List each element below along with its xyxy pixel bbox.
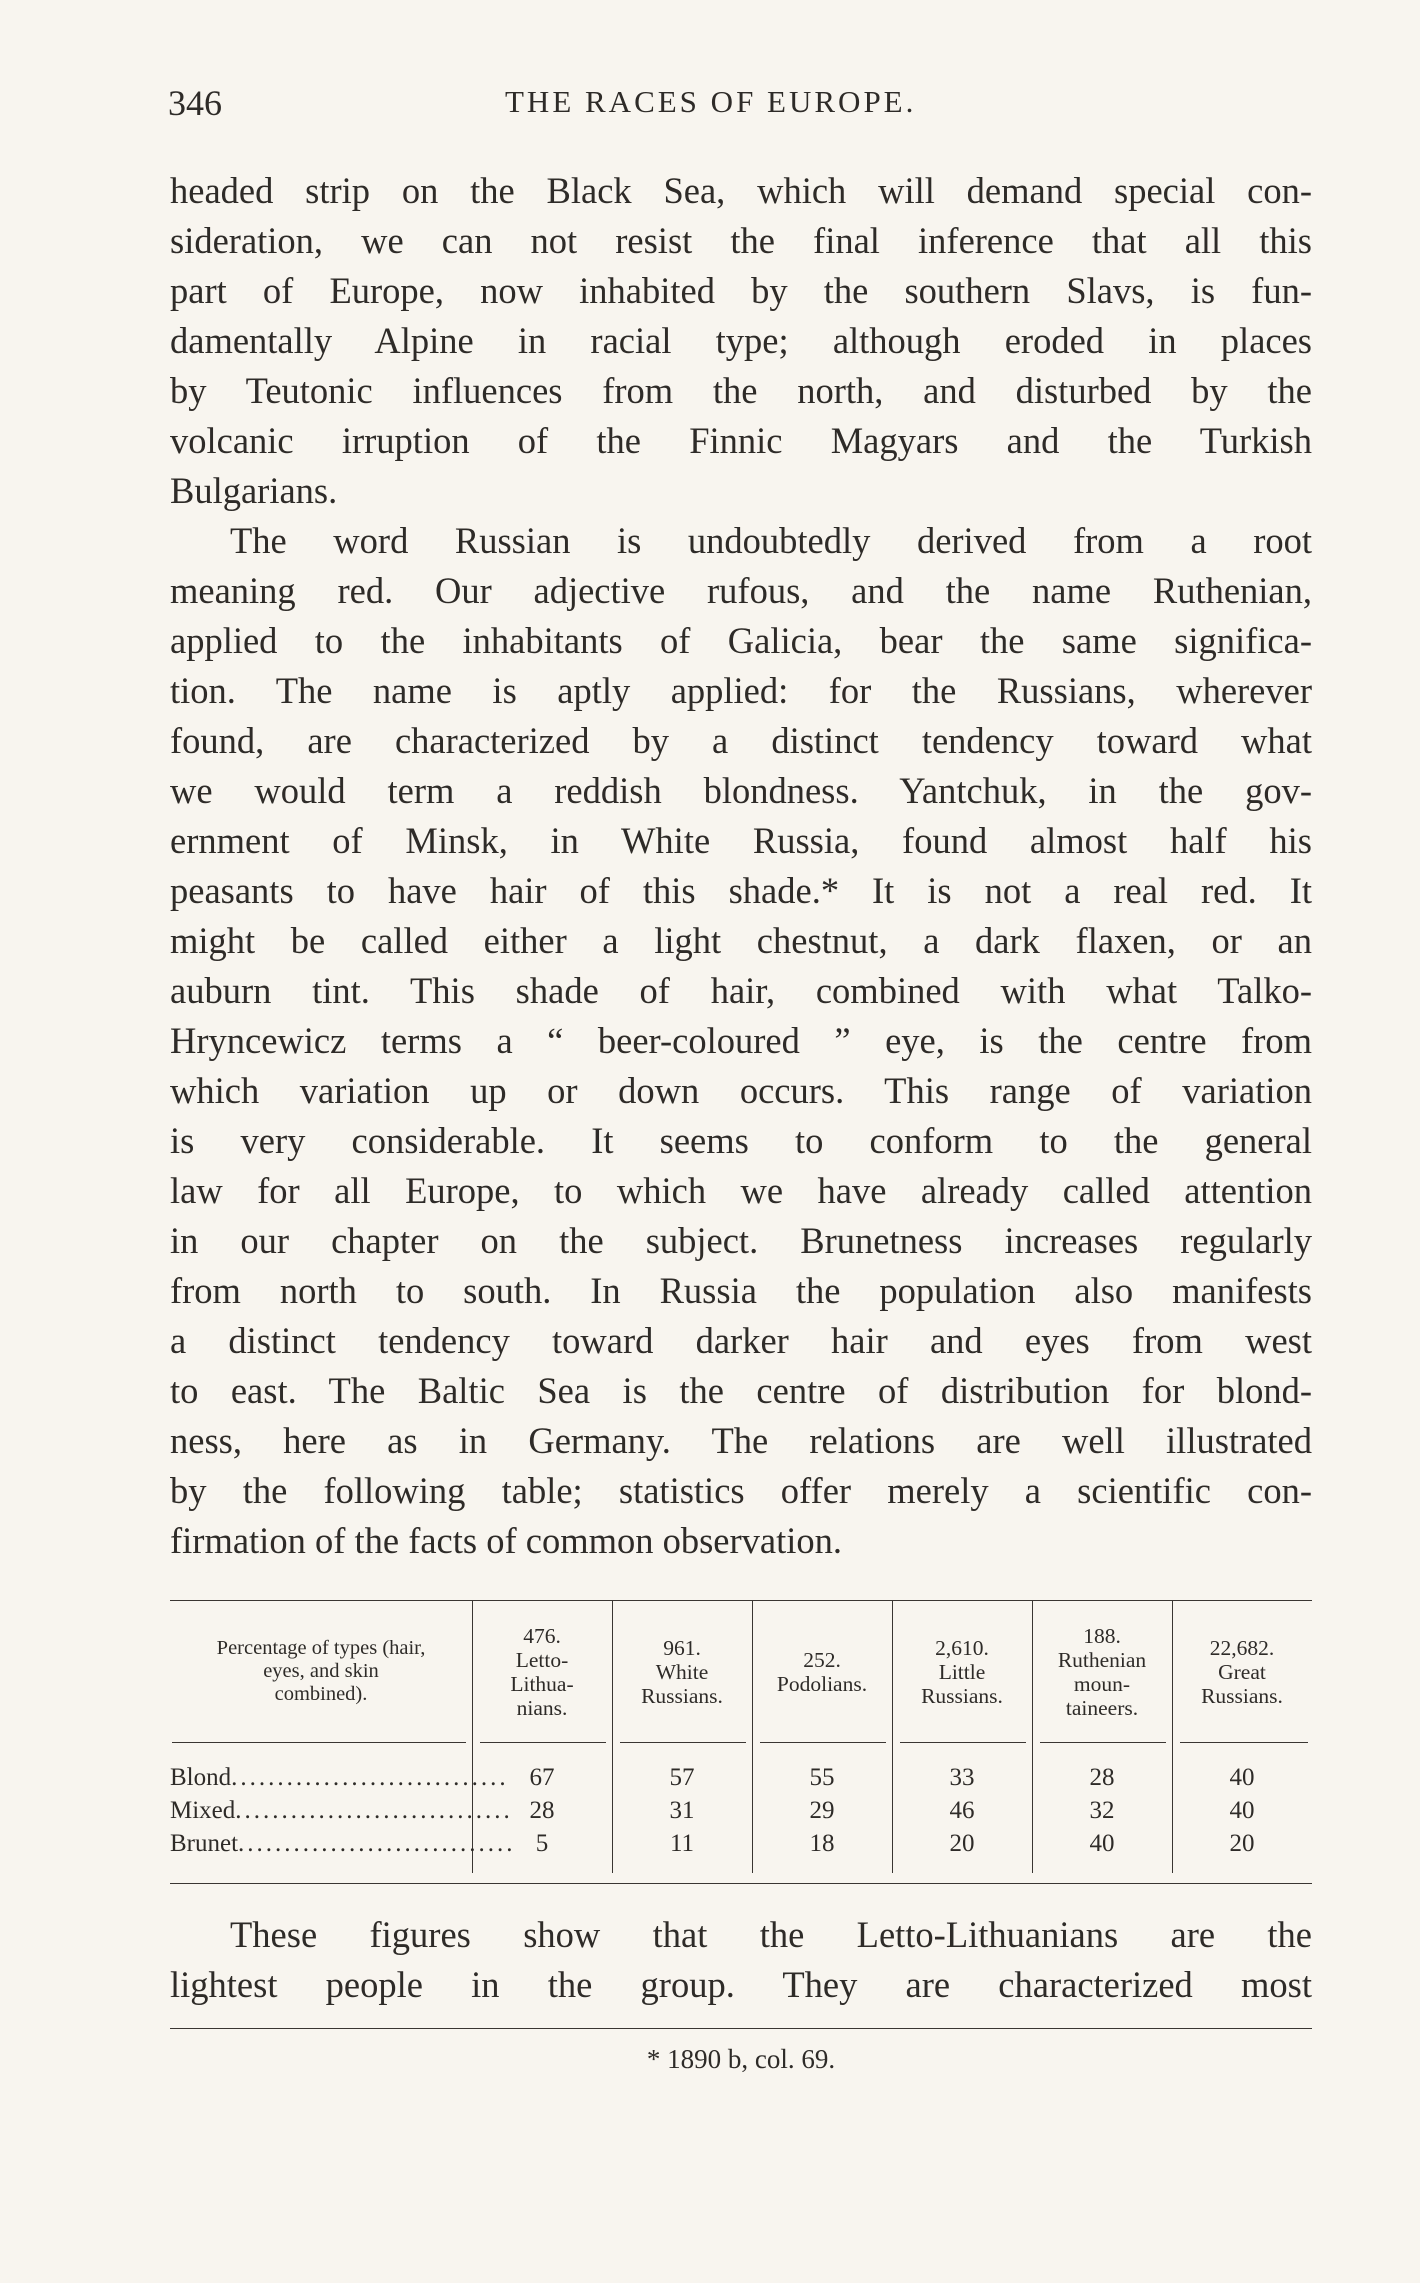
column-header-line: 961.: [663, 1635, 701, 1660]
column-header-white-russians: [612, 1601, 752, 1742]
text-line: firmation of the facts of common observation.: [170, 1520, 843, 1561]
column-header-line: 188.: [1083, 1623, 1121, 1648]
text-line: Bulgarians.: [170, 470, 338, 511]
footnote-rule: [170, 2028, 1312, 2029]
header-rule: [480, 1742, 606, 1743]
text-line: from north to south. In Russia the population also manifests: [170, 1270, 1312, 1311]
text-line: to east. The Baltic Sea is the centre of distribution for blond-: [170, 1370, 1312, 1411]
table-cell: 18: [809, 1830, 835, 1857]
text-line: by Teutonic influences from the north, and disturbed by the: [170, 370, 1312, 411]
table-cell: 11: [669, 1830, 695, 1857]
table-cell: 28: [529, 1797, 555, 1824]
column-header-line: 2,610.: [935, 1635, 989, 1660]
column-header-line: 22,682.: [1209, 1635, 1275, 1660]
row-label-mixed: [170, 1795, 513, 1827]
column-header-line: taineers.: [1065, 1695, 1139, 1720]
row-label-blond: [170, 1762, 509, 1794]
text-line: sideration, we can not resist the final inference that all this: [170, 220, 1312, 261]
column-header-line: nians.: [516, 1695, 568, 1720]
header-rule: [1040, 1742, 1166, 1743]
stub-header: [170, 1601, 472, 1742]
column-header-line: White: [655, 1659, 709, 1684]
stub-header-line: eyes, and skin: [263, 1660, 379, 1682]
table-cell: 28: [1089, 1764, 1115, 1791]
header-rule: [172, 1742, 466, 1743]
header-rule: [620, 1742, 746, 1743]
text-line: These figures show that the Letto-Lithuanians are the: [230, 1914, 1312, 1955]
leader-dots: ..............................: [235, 1797, 513, 1824]
table-cell: 40: [1089, 1830, 1115, 1857]
text-line: headed strip on the Black Sea, which will demand special con-: [170, 170, 1312, 211]
column-header-line: 252.: [803, 1647, 841, 1672]
column-header-line: Little: [938, 1659, 986, 1684]
table-cell: 57: [669, 1764, 695, 1791]
column-header-great-russians: [1172, 1601, 1312, 1742]
column-header-line: Great: [1218, 1659, 1266, 1684]
text-line: ernment of Minsk, in White Russia, found almost half his: [170, 820, 1312, 861]
footnote: * 1890 b, col. 69.: [646, 2044, 836, 2074]
body-text-continued: [170, 1910, 1312, 2010]
stub-header-line: Percentage of types (hair,: [216, 1637, 426, 1659]
row-label-text: Blond: [170, 1764, 232, 1791]
text-line: in our chapter on the subject. Brunetness increases regularly: [170, 1220, 1312, 1261]
stub-header-line: combined).: [274, 1683, 368, 1705]
column-header-line: Russians.: [921, 1683, 1003, 1708]
row-label-text: Mixed: [170, 1797, 236, 1824]
text-line: peasants to have hair of this shade.* It is not a real red. It: [170, 870, 1312, 911]
text-line: we would term a reddish blondness. Yantchuk, in the gov-: [170, 770, 1312, 811]
header-rule: [1180, 1742, 1308, 1743]
table-cell: 5: [535, 1830, 549, 1857]
text-line: which variation up or down occurs. This range of variation: [170, 1070, 1312, 1111]
text-line: Hryncewicz terms a “ beer-coloured ” eye, is the centre from: [170, 1020, 1312, 1061]
text-line: damentally Alpine in racial type; although eroded in places: [170, 320, 1312, 361]
column-header-line: Russians.: [641, 1683, 723, 1708]
page-number: 346: [168, 83, 222, 123]
table-cell: 40: [1229, 1797, 1255, 1824]
table-cell: 40: [1229, 1764, 1255, 1791]
column-header-ruthenian-mountaineers: [1032, 1601, 1172, 1742]
column-header-letto-lithuanians: [472, 1601, 612, 1742]
header-rule: [900, 1742, 1026, 1743]
text-line: part of Europe, now inhabited by the southern Slavs, is fun-: [170, 270, 1312, 311]
column-header-line: Letto-: [515, 1647, 569, 1672]
text-line: applied to the inhabitants of Galicia, bear the same significa-: [170, 620, 1312, 661]
text-line: a distinct tendency toward darker hair and eyes from west: [170, 1320, 1312, 1361]
types-table: [170, 1600, 1312, 1884]
column-header-line: Ruthenian: [1057, 1647, 1147, 1672]
column-header-line: moun-: [1073, 1671, 1131, 1696]
table-cell: 20: [1229, 1830, 1255, 1857]
running-head: THE RACES OF EUROPE.: [505, 84, 917, 119]
row-label-brunet: [170, 1828, 516, 1860]
table-cell: 67: [529, 1764, 555, 1791]
column-header-line: Russians.: [1201, 1683, 1283, 1708]
table-cell: 20: [949, 1830, 975, 1857]
table-cell: 32: [1089, 1797, 1115, 1824]
text-line: volcanic irruption of the Finnic Magyars and the Turkish: [170, 420, 1312, 461]
text-line: is very considerable. It seems to conform to the general: [170, 1120, 1312, 1161]
column-header-line: Lithua-: [510, 1671, 574, 1696]
table-cell: 46: [949, 1797, 975, 1824]
text-line: auburn tint. This shade of hair, combined with what Talko-: [170, 970, 1312, 1011]
table-cell: 29: [809, 1797, 835, 1824]
text-line: found, are characterized by a distinct tendency toward what: [170, 720, 1312, 761]
text-line: The word Russian is undoubtedly derived from a root: [230, 520, 1312, 561]
leader-dots: ..............................: [238, 1830, 516, 1857]
header-rule: [760, 1742, 886, 1743]
body-text: [170, 166, 1312, 1566]
table-cell: 55: [809, 1764, 835, 1791]
text-line: ness, here as in Germany. The relations are well illustrated: [170, 1420, 1312, 1461]
table-cell: 33: [949, 1764, 975, 1791]
column-header-podolians: [752, 1601, 892, 1742]
column-header-little-russians: [892, 1601, 1032, 1742]
text-line: by the following table; statistics offer merely a scientific con-: [170, 1470, 1312, 1511]
column-header-line: Podolians.: [776, 1671, 868, 1696]
table-cell: 31: [669, 1797, 695, 1824]
text-line: tion. The name is aptly applied: for the Russians, wherever: [170, 670, 1312, 711]
row-label-text: Brunet: [170, 1830, 239, 1857]
column-header-line: 476.: [523, 1623, 561, 1648]
text-line: might be called either a light chestnut, a dark flaxen, or an: [170, 920, 1312, 961]
leader-dots: ..............................: [231, 1764, 509, 1791]
text-line: lightest people in the group. They are characterized most: [170, 1964, 1312, 2005]
text-line: law for all Europe, to which we have already called attention: [170, 1170, 1312, 1211]
text-line: meaning red. Our adjective rufous, and the name Ruthenian,: [170, 570, 1312, 611]
